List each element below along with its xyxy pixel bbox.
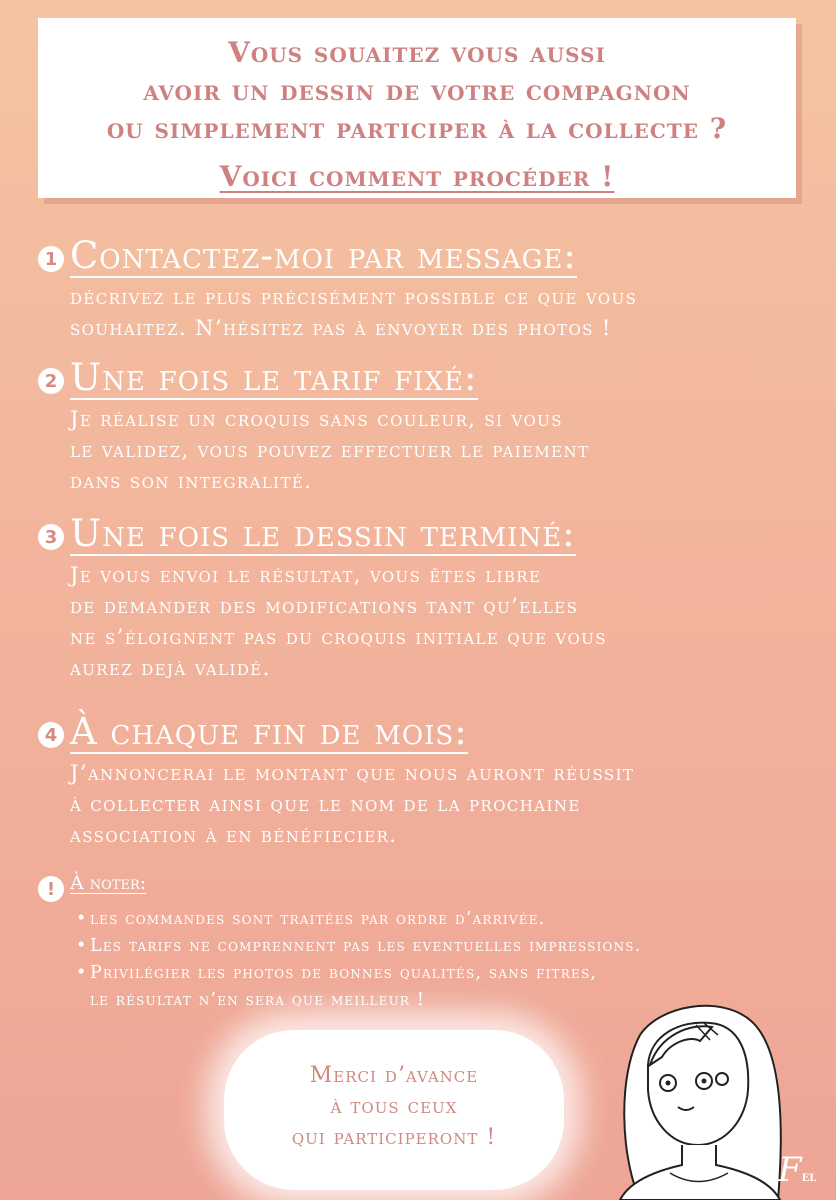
step-number-badge: 3	[38, 524, 64, 550]
note-bullet-text: les commandes sont traitées par ordre d’arrivée.	[90, 909, 546, 929]
step-body	[70, 758, 818, 851]
step-body-line: association à en bénéfiecier.	[70, 823, 398, 847]
header-line: ou simplement participer à la collecte ?	[106, 112, 728, 145]
header-box	[38, 18, 796, 198]
step-title: Contactez-moi par message:	[70, 234, 577, 277]
step-body-line: à collecter ainsi que le nom de la prochaine	[70, 792, 581, 816]
step-body-line: Je réalise un croquis sans couleur, si vous	[70, 407, 563, 431]
thanks-line: qui participeront !	[291, 1125, 497, 1150]
step-number-badge: 2	[38, 368, 64, 394]
step-3	[38, 514, 818, 684]
step-number-badge: 4	[38, 722, 64, 748]
step-body-line: dans son integralité.	[70, 469, 313, 493]
step-1	[38, 236, 818, 344]
step-body-line: J’annoncerai le montant que nous auront réussit	[70, 761, 635, 785]
thanks-bubble	[224, 1030, 564, 1190]
artist-portrait-illustration	[600, 995, 800, 1200]
bullet-dot-icon: •	[76, 909, 88, 929]
note-bullet-text: Les tarifs ne comprennent pas les eventuelles impressions.	[90, 936, 642, 956]
header-cta: Voici comment procéder !	[219, 160, 615, 193]
signature-initial: F	[778, 1150, 802, 1190]
step-number-badge: 1	[38, 246, 64, 272]
thanks-line: à tous ceux	[330, 1094, 458, 1119]
note-bullet-text: Privilégier les photos de bonnes qualités, sans fitres,	[90, 963, 598, 983]
step-body-line: Je vous envoi le résultat, vous êtes libre	[70, 563, 542, 587]
step-4	[38, 712, 818, 851]
bullet-dot-icon: •	[76, 963, 88, 983]
step-body	[70, 404, 818, 497]
step-body-line: aurez dejà validé.	[70, 656, 271, 680]
exclamation-icon: !	[38, 876, 64, 902]
header-line: Vous souaitez vous aussi	[228, 36, 606, 69]
header-line: avoir un dessin de votre compagnon	[143, 74, 691, 107]
step-title: Une fois le tarif fixé:	[70, 356, 478, 399]
step-body-line: ne s’éloignent pas du croquis initiale que vous	[70, 625, 607, 649]
step-body	[70, 282, 818, 344]
step-body	[70, 560, 818, 684]
note-bullet	[76, 960, 818, 987]
step-body-line: décrivez le plus précisément possible ce que vous	[70, 285, 638, 309]
step-body-line: souhaitez. N’hésitez pas à envoyer des photos !	[70, 316, 612, 340]
step-title: À chaque fin de mois:	[70, 710, 468, 753]
note-section	[38, 866, 818, 1014]
note-bullet	[76, 906, 818, 933]
step-body-line: de demander des modifications tant qu’elles	[70, 594, 579, 618]
signature-rest: el	[801, 1169, 817, 1185]
step-title: Une fois le dessin terminé:	[70, 512, 576, 555]
artist-signature	[778, 1150, 816, 1190]
note-bullet-text: le résultat n’en sera que meilleur !	[90, 990, 426, 1010]
note-title: À noter:	[70, 872, 147, 894]
bullet-dot-icon: •	[76, 936, 88, 956]
note-bullet	[76, 933, 818, 960]
step-2	[38, 358, 818, 497]
thanks-line: Merci d’avance	[309, 1063, 479, 1088]
step-body-line: le validez, vous pouvez effectuer le paiement	[70, 438, 590, 462]
